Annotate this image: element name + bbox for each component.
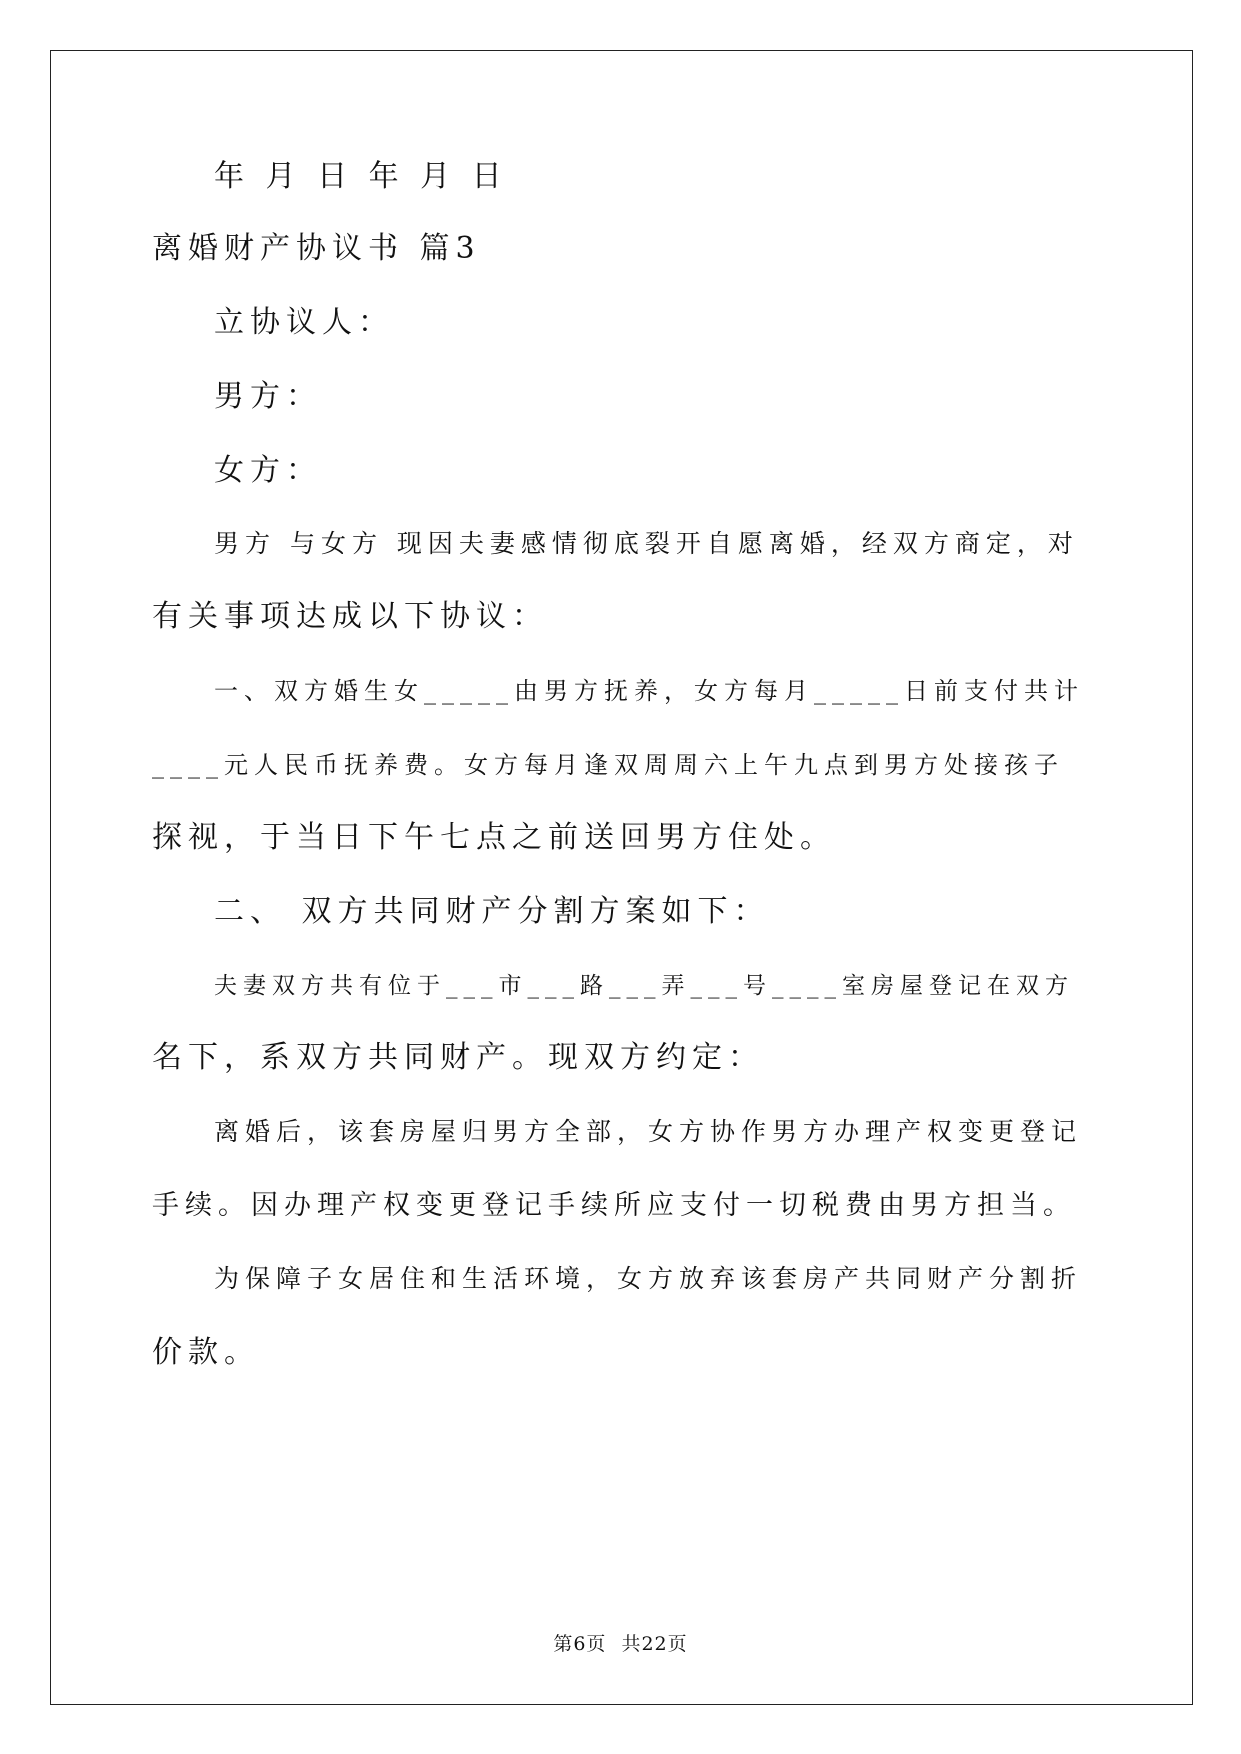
section-title: 离婚财产协议书 篇3 — [152, 231, 481, 266]
paragraph-line: ____元人民币抚养费。女方每月逢双周周六上午九点到男方处接孩子 — [152, 751, 1064, 779]
husband-label: 男方： — [214, 379, 322, 414]
wife-label: 女方： — [214, 453, 322, 488]
paragraph-line: 价款。 — [152, 1335, 260, 1370]
section-heading: 二、 双方共同财产分割方案如下： — [214, 894, 770, 929]
page-border — [50, 50, 1193, 1705]
paragraph-line: 手续。因办理产权变更登记手续所应支付一切税费由男方担当。 — [152, 1190, 1076, 1221]
parties-label: 立协议人： — [214, 305, 394, 340]
paragraph-line: 一、双方婚生女_____由男方抚养，女方每月_____日前支付共计 — [214, 677, 1084, 705]
paragraph-line: 为保障子女居住和生活环境，女方放弃该套房产共同财产分割折 — [214, 1264, 1083, 1293]
paragraph-line: 男方 与女方 现因夫妻感情彻底裂开自愿离婚，经双方商定，对 — [214, 529, 1079, 558]
page-number: 第6页 — [553, 1633, 607, 1655]
page-total: 共22页 — [621, 1633, 688, 1655]
paragraph-line: 有关事项达成以下协议： — [152, 599, 548, 634]
page-footer — [0, 1632, 1241, 1656]
paragraph-line: 离婚后，该套房屋归男方全部，女方协作男方办理产权变更登记 — [214, 1117, 1083, 1146]
paragraph-line: 探视，于当日下午七点之前送回男方住处。 — [152, 820, 836, 855]
paragraph-line: 夫妻双方共有位于___市___路___弄___号____室房屋登记在双方 — [214, 973, 1074, 999]
paragraph-line: 名下，系双方共同财产。现双方约定： — [152, 1040, 764, 1075]
date-line: 年 月 日 年 月 日 — [214, 159, 508, 194]
